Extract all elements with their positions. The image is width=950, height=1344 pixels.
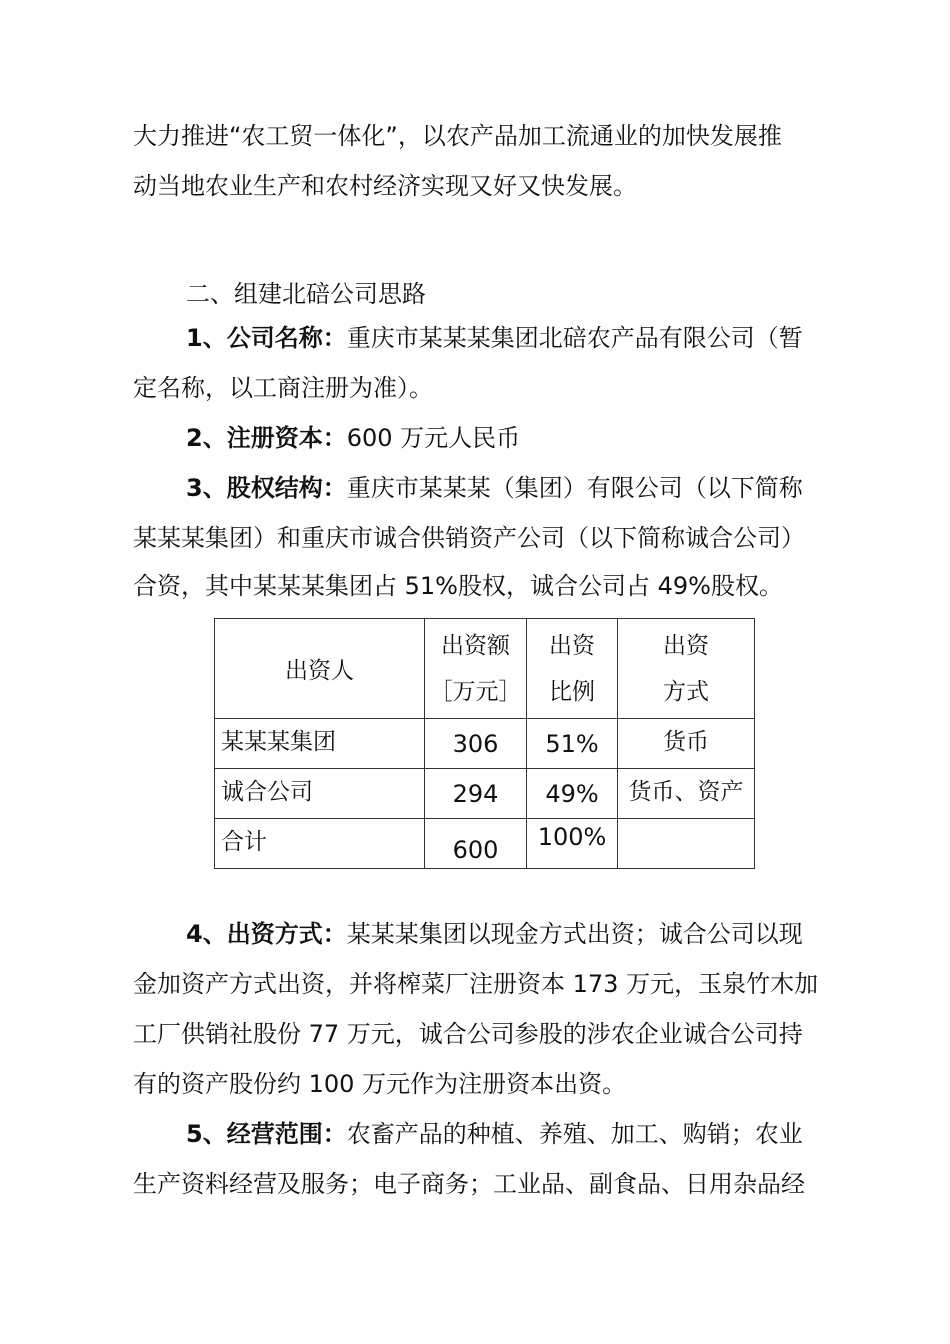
item-1-line-1 [186,318,803,353]
item-4-line-4: 有的资产股份约 100 万元作为注册资本出资。 [133,1070,627,1098]
cell-ratio: 100% [527,819,618,869]
item-3-text-1: 重庆市某某某（集团）有限公司（以下简称 [346,474,803,502]
cell-method: 货币 [618,719,755,769]
header-ratio [527,619,618,719]
header-ratio-line-1: 出资 [549,632,595,659]
item-2-text: 600 万元人民币 [346,424,521,452]
header-method-line-1: 出资 [663,632,709,659]
intro-line-2: 动当地农业生产和农村经济实现又好又快发展。 [133,172,637,200]
item-5-line-2: 生产资料经营及服务；电子商务；工业品、副食品、日用杂品经 [133,1170,805,1198]
item-3-line-1 [186,468,803,503]
item-4-line-1 [186,914,803,949]
item-1-line-2: 定名称，以工商注册为准）。 [133,374,433,402]
cell-method [618,819,755,869]
cell-investor: 诚合公司 [215,769,425,819]
item-4-text-1: 某某某集团以现金方式出资；诚合公司以现 [346,920,803,948]
item-3-line-3: 合资，其中某某某集团占 51%股权，诚合公司占 49%股权。 [133,572,783,600]
item-5-line-1 [186,1114,803,1149]
investment-table [214,618,755,869]
item-5-text-1: 农畜产品的种植、养殖、加工、购销；农业 [346,1120,803,1148]
intro-line-1: 大力推进“农工贸一体化”，以农产品加工流通业的加快发展推 [133,122,782,150]
cell-ratio: 49% [527,769,618,819]
item-4-line-3: 工厂供销社股份 77 万元，诚合公司参股的涉农企业诚合公司持 [133,1020,803,1048]
item-3-line-2: 某某某集团）和重庆市诚合供销资产公司（以下简称诚合公司） [133,524,805,552]
header-investor: 出资人 [215,619,425,719]
item-2-label: 2、注册资本： [186,424,347,452]
table-row [215,819,755,869]
cell-amount: 306 [425,719,527,769]
item-1-label: 1、公司名称： [186,324,347,352]
section-title: 二、组建北碚公司思路 [186,280,426,308]
header-method [618,619,755,719]
cell-method: 货币、资产 [618,769,755,819]
item-3-label: 3、股权结构： [186,474,347,502]
table-row [215,769,755,819]
cell-amount: 294 [425,769,527,819]
item-4-label: 4、出资方式： [186,920,347,948]
header-amount-line-1: 出资额 [441,632,510,659]
table-row [215,719,755,769]
header-amount-line-2: ［万元］ [429,678,522,705]
item-4-line-2: 金加资产方式出资，并将榨菜厂注册资本 173 万元，玉泉竹木加 [133,970,819,998]
header-amount [425,619,527,719]
item-5-label: 5、经营范围： [186,1120,347,1148]
cell-ratio: 51% [527,719,618,769]
cell-investor: 某某某集团 [215,719,425,769]
item-2-line [186,418,520,453]
cell-amount: 600 [425,819,527,869]
table-header-row [215,619,755,719]
cell-investor: 合计 [215,819,425,869]
item-1-text-1: 重庆市某某某集团北碚农产品有限公司（暂 [346,324,803,352]
header-ratio-line-2: 比例 [549,678,595,705]
header-method-line-2: 方式 [663,678,709,705]
